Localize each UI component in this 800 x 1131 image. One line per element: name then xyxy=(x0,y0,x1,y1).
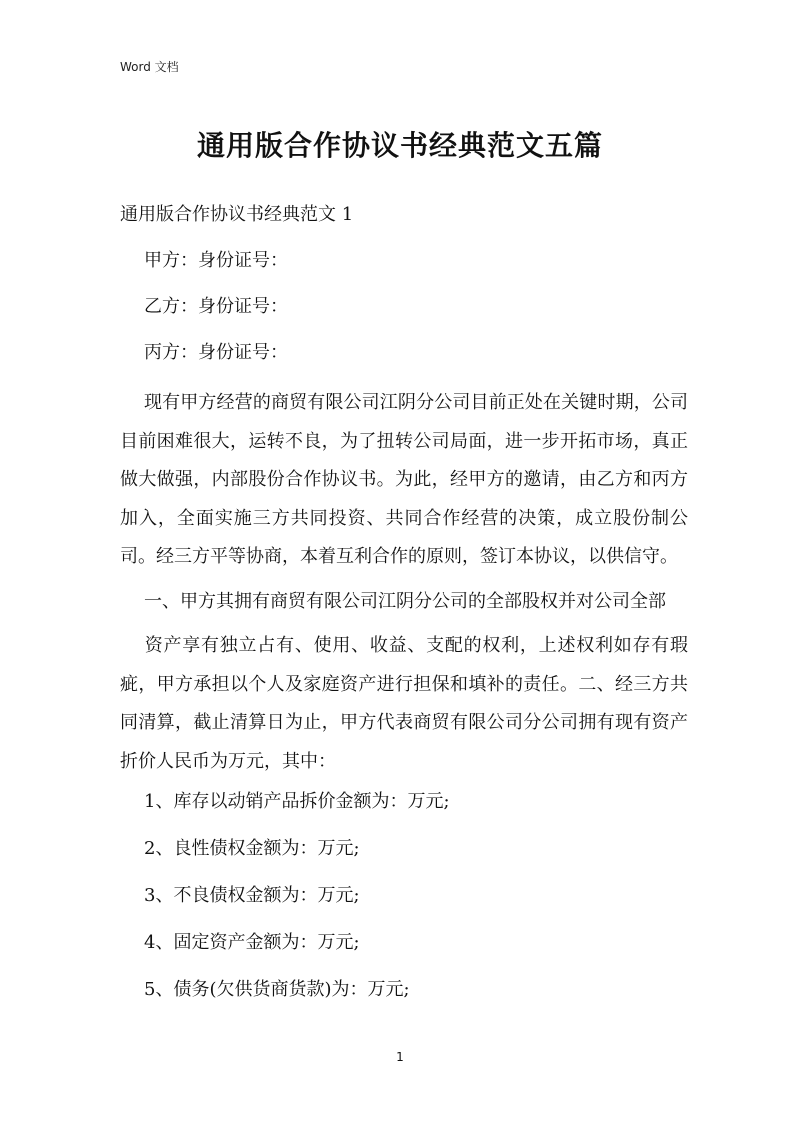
document-body xyxy=(120,200,688,1022)
document-title: 通用版合作协议书经典范文五篇 xyxy=(196,129,603,162)
party-a-line: 甲方：身份证号： xyxy=(144,250,288,271)
list-item-inventory: 1、库存以动销产品拆价金额为：万元; xyxy=(144,791,450,812)
list-item-fixed-assets: 4、固定资产金额为：万元; xyxy=(144,932,360,953)
section-title: 通用版合作协议书经典范文 1 xyxy=(120,204,354,225)
page-number: 1 xyxy=(396,1050,404,1064)
document-header-label: Word 文档 xyxy=(120,60,179,74)
party-c-line: 丙方：身份证号： xyxy=(144,342,288,363)
clause-1-body-text: 资产享有独立占有、使用、收益、支配的权利，上述权利如存有瑕疵，甲方承担以个人及家庭资产进行担保和填补的责任。二、经三方共同清算，截止清算日为止，甲方代表商贸有限公司分公司拥有现有资产折价人民币为万元，其中： xyxy=(120,635,688,772)
party-b-line: 乙方：身份证号： xyxy=(144,296,288,317)
intro-paragraph: 现有甲方经营的商贸有限公司江阴分公司目前正处在关键时期，公司目前困难很大，运转不良，为了扭转公司局面，进一步开拓市场，真正做大做强，内部股份合作协议书。为此，经甲方的邀请，由乙方和丙方加入，全面实施三方共同投资、共同合作经营的决策，成立股份制公司。经三方平等协商，本着互利合作的原则，签订本协议，以供信守。 xyxy=(120,392,688,567)
list-item-good-debts: 2、良性债权金额为：万元; xyxy=(144,838,360,859)
clause-1-body xyxy=(120,627,688,781)
list-item-bad-debts: 3、不良债权金额为：万元; xyxy=(144,885,360,906)
list-item-liabilities: 5、债务(欠供货商货款)为：万元; xyxy=(144,979,410,1000)
clause-1-first-line: 一、甲方其拥有商贸有限公司江阴分公司的全部股权并对公司全部 xyxy=(144,590,666,612)
